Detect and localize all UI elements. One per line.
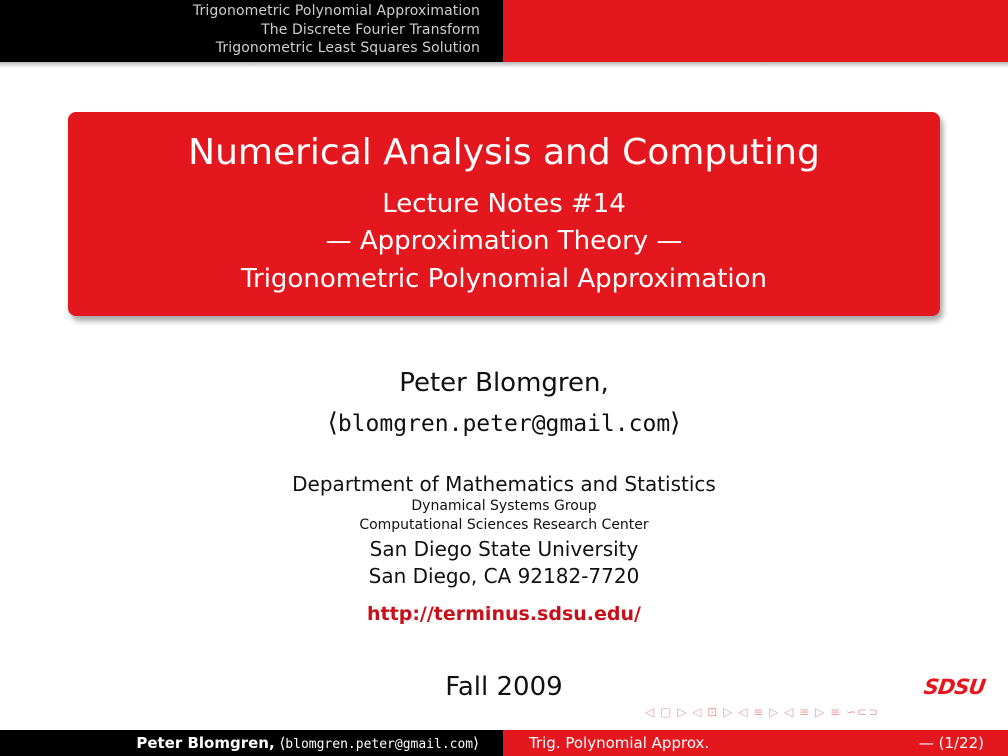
nav-section-dft[interactable]: The Discrete Fourier Transform [261,21,480,38]
department: Department of Mathematics and Statistics [292,472,716,496]
research-group: Dynamical Systems Group [411,498,597,514]
footer-angle-open: ⟨ [279,734,286,752]
footer-author [0,730,503,756]
university: San Diego State University [369,537,639,561]
subtitle-topic: — Approximation Theory — [325,226,683,256]
slide-title: Numerical Analysis and Computing [188,132,820,173]
angle-open: ⟨ [327,408,338,438]
date: Fall 2009 [445,672,563,702]
footer-page-number: — (1/22) [918,734,984,752]
research-center: Computational Sciences Research Center [359,517,649,533]
footer-short-title: Trig. Polynomial Approx. [529,734,710,752]
beamer-navigation-icons[interactable]: ◁ ▢ ▷ ◁ ⊡ ▷ ◁ ≡ ▷ ◁ ≡ ▷ ≡ ∽⊂⊃ [645,705,880,719]
sdsu-logo: SDSU [922,675,987,699]
lecture-number: Lecture Notes #14 [382,189,626,219]
header-shadow [0,62,1008,68]
subtitle-section: Trigonometric Polynomial Approximation [240,264,768,294]
section-navigation [0,0,503,62]
header-accent [503,0,1008,62]
title-box [68,112,940,316]
footer-angle-close: ⟩ [473,734,479,752]
footer-bar [0,730,1008,756]
address: San Diego, CA 92182-7720 [368,564,640,588]
footer-info [503,730,1008,756]
footer-author-email: blomgren.peter@gmail.com [285,737,474,752]
header-bar [0,0,1008,62]
angle-close: ⟩ [670,408,681,438]
homepage-link[interactable]: http://terminus.sdsu.edu/ [367,603,641,625]
author-email-line [0,406,1008,441]
author-email[interactable]: blomgren.peter@gmail.com [337,411,671,437]
author-name: Peter Blomgren, [399,368,609,398]
footer-author-name: Peter Blomgren, [136,734,275,752]
nav-section-least-squares[interactable]: Trigonometric Least Squares Solution [215,40,480,56]
nav-section-trig-poly-approx[interactable]: Trigonometric Polynomial Approximation [192,3,480,19]
